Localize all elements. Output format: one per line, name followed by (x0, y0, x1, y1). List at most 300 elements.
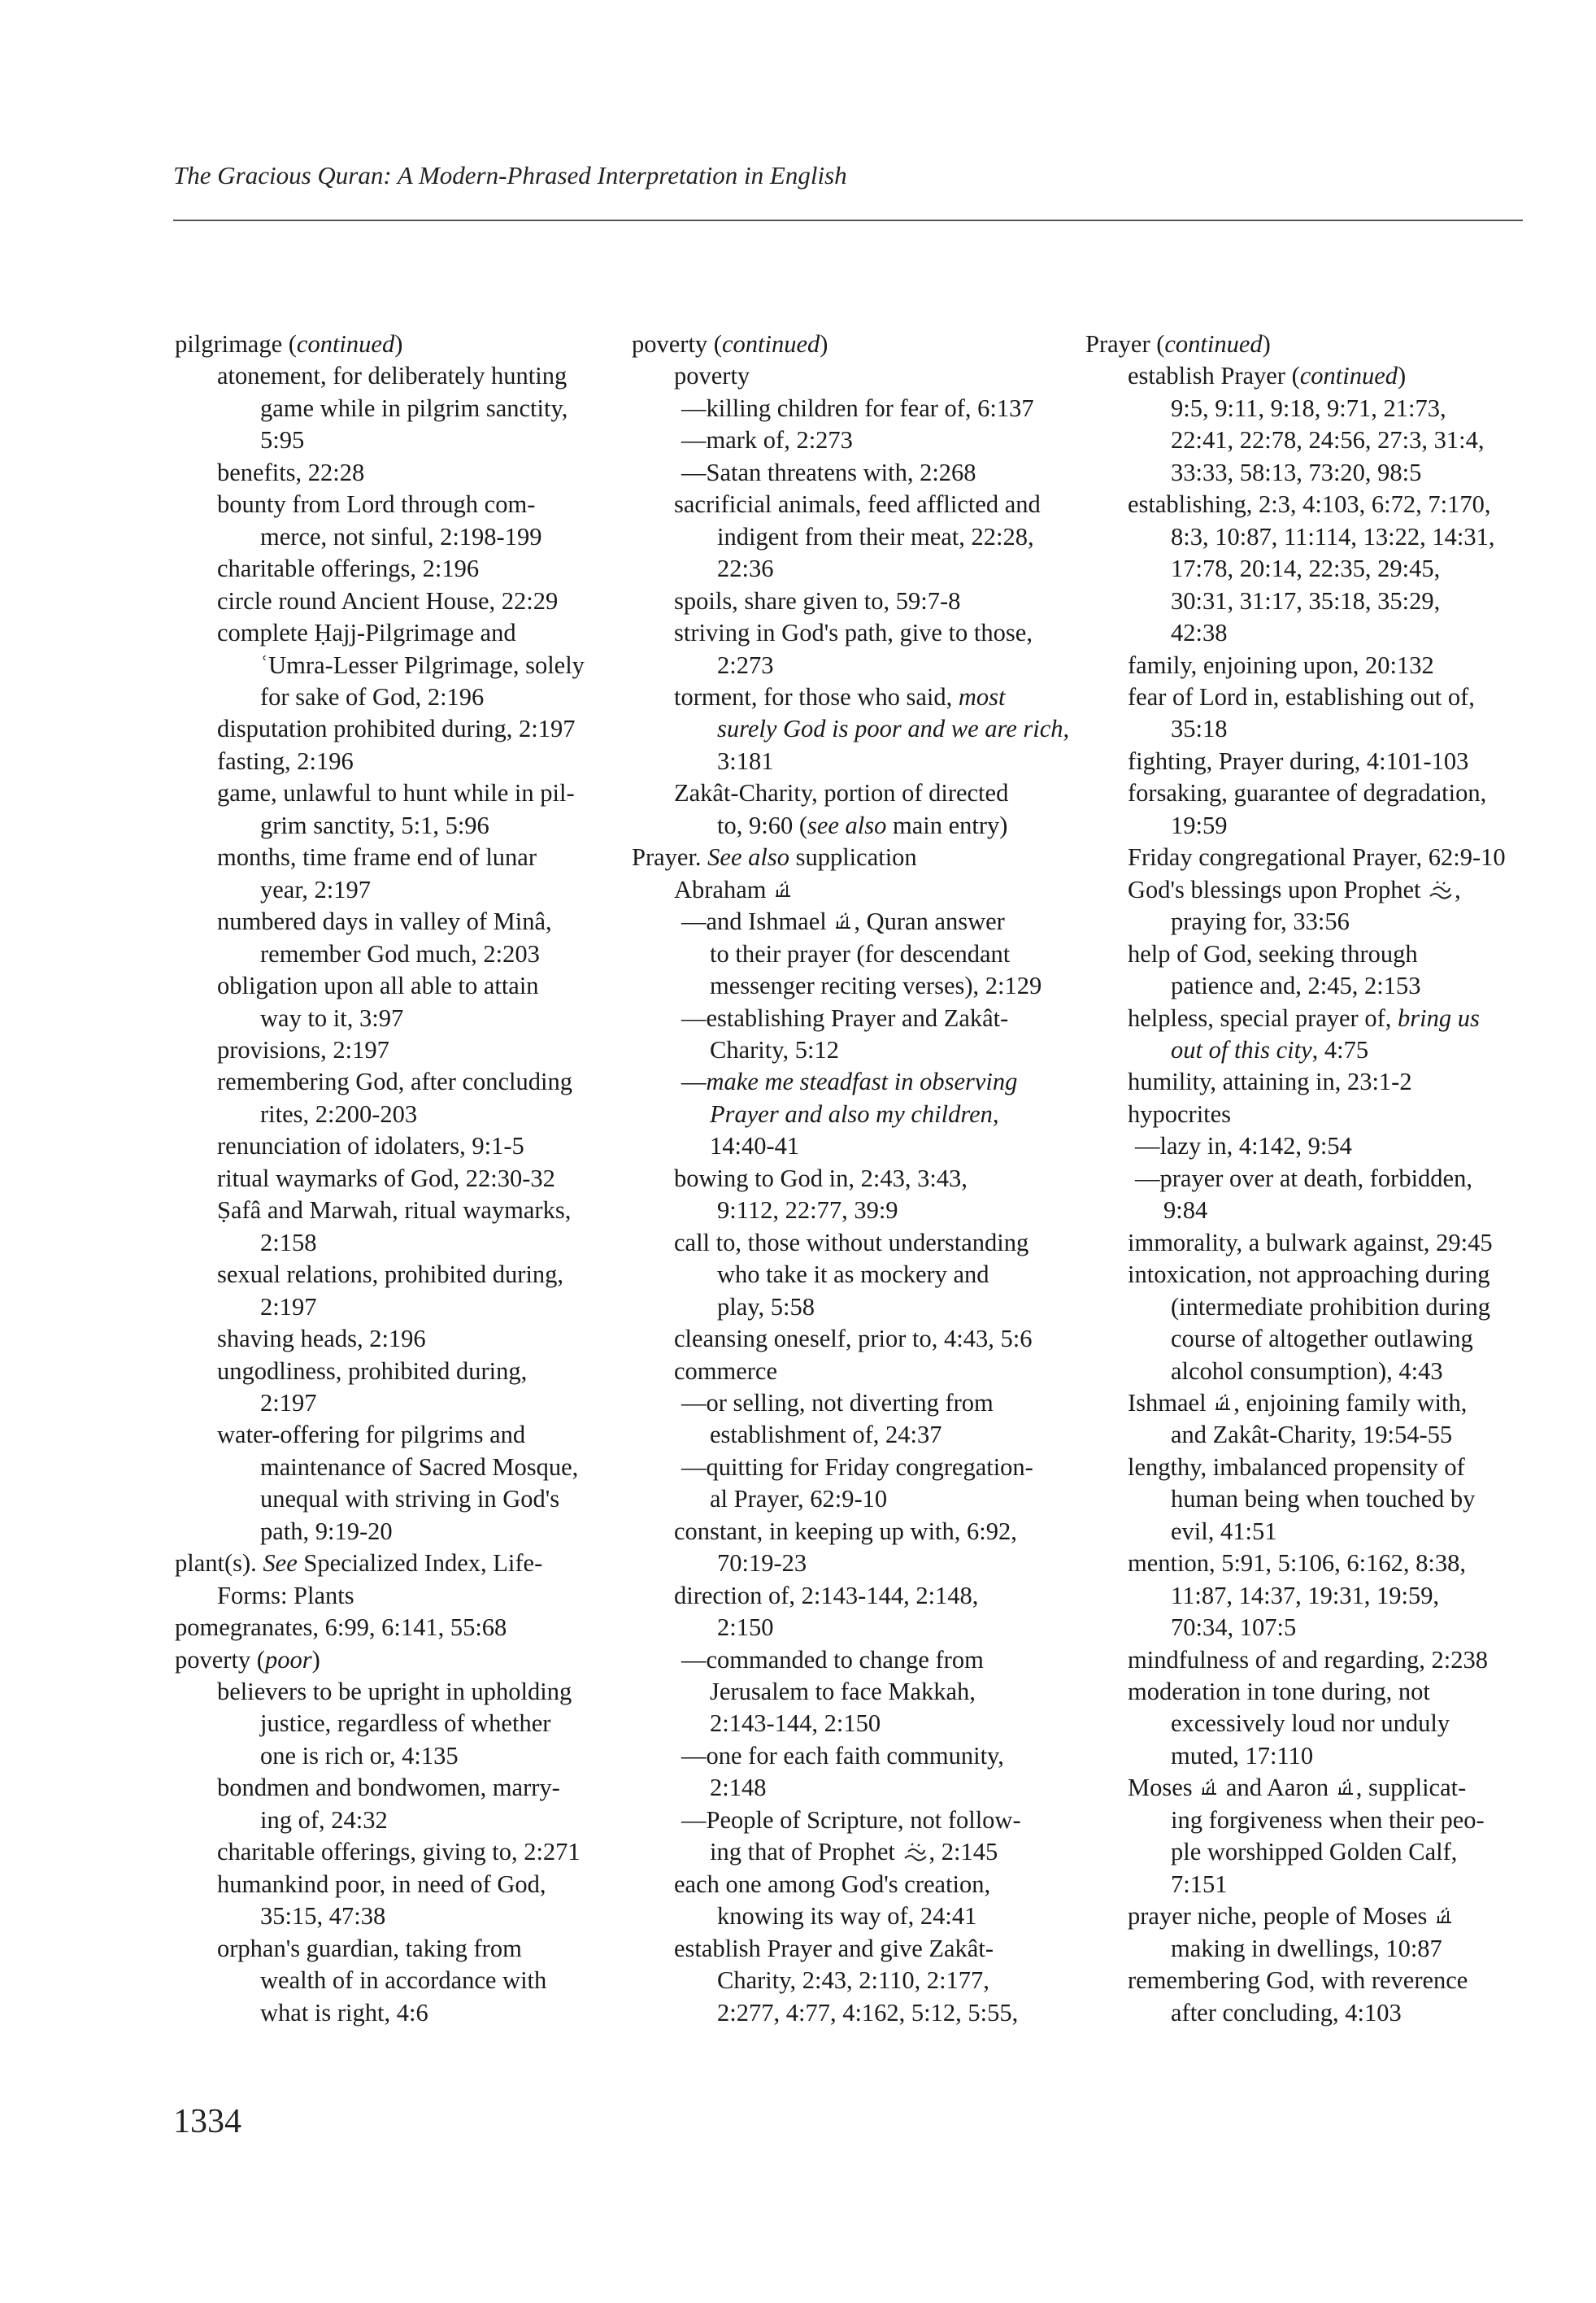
entry-text: what is right, 4:6 (260, 1998, 428, 2027)
entry-text: main entry) (886, 811, 1008, 839)
entry-text: hypocrites (1128, 1099, 1232, 1128)
index-entry-line (632, 1163, 1069, 1195)
index-entry-line (632, 777, 1069, 809)
index-entry-line (1085, 1291, 1506, 1323)
entry-text: provisions, 2:197 (217, 1035, 389, 1064)
entry-text: 9:5, 9:11, 9:18, 9:71, 21:73, (1171, 394, 1446, 422)
index-entry-line (1085, 1869, 1506, 1900)
entry-text: 22:36 (717, 555, 774, 583)
entry-text: indigent from their meat, 22:28, (717, 522, 1034, 551)
index-entry-line (1085, 360, 1506, 392)
entry-text: each one among God's creation, (674, 1870, 991, 1898)
index-entry-line (175, 489, 585, 520)
entry-text: constant, in keeping up with, 6:92, (674, 1517, 1017, 1545)
index-entry-line (175, 1387, 585, 1419)
entry-text: al Prayer, 62:9-10 (710, 1485, 888, 1513)
entry-text: 2:197 (260, 1292, 317, 1321)
index-entry-line (175, 681, 585, 713)
entry-italic-text: Prayer and also my children, (710, 1099, 999, 1128)
entry-text: —quitting for Friday congregation- (681, 1452, 1033, 1481)
index-entry-line (175, 1483, 585, 1515)
entry-text: to their prayer (for descendant (710, 939, 1011, 968)
entry-text: way to it, 3:97 (260, 1003, 404, 1032)
entry-text: 5:95 (260, 426, 305, 455)
index-entry-line (175, 586, 585, 617)
entry-text: poverty (674, 362, 750, 390)
index-entry-line (1085, 1099, 1506, 1130)
index-entry-line (632, 617, 1069, 649)
entry-text: —one for each faith community, (681, 1741, 1004, 1770)
entry-text: charitable offerings, giving to, 2:271 (217, 1838, 581, 1866)
entry-text: knowing its way of, 24:41 (717, 1902, 977, 1931)
entry-text: —People of Scripture, not follow- (681, 1805, 1021, 1834)
entry-text: Charity, 2:43, 2:110, 2:177, (717, 1966, 989, 1995)
entry-text: , Quran answer (854, 908, 1005, 936)
entry-text: course of altogether outlawing (1171, 1325, 1473, 1353)
entry-text: help of God, seeking through (1128, 939, 1418, 968)
entry-italic-text: make me steadfast in observing (706, 1068, 1018, 1096)
entry-text: benefits, 22:28 (217, 458, 365, 486)
index-column-3 (1085, 329, 1506, 2029)
index-entry-line (632, 1965, 1069, 1996)
entry-text: ing of, 24:32 (260, 1805, 388, 1834)
index-entry-line (175, 842, 585, 873)
entry-text: torment, for those who said, (674, 682, 959, 711)
entry-text: —mark of, 2:273 (681, 426, 853, 455)
index-entry-line (175, 746, 585, 777)
entry-text: justice, regardless of whether (260, 1709, 551, 1738)
index-heading (175, 1548, 585, 1579)
entry-text: pilgrimage ( (175, 330, 297, 358)
index-entry-line (632, 1805, 1069, 1836)
entry-text: ing that of Prophet (710, 1838, 895, 1866)
entry-text: human being when touched by (1171, 1485, 1476, 1513)
index-entry-line (632, 1740, 1069, 1772)
entry-text: merce, not sinful, 2:198-199 (260, 522, 542, 551)
entry-text: 2:143-144, 2:150 (710, 1709, 881, 1738)
index-column-1 (175, 329, 585, 2029)
index-entry-line (632, 1452, 1069, 1483)
index-entry-line (1085, 1548, 1506, 1579)
entry-text: striving in God's path, give to those, (674, 619, 1033, 647)
index-entry-line (1085, 1259, 1506, 1291)
entry-text: 30:31, 31:17, 35:18, 35:29, (1171, 586, 1441, 615)
index-entry-line (175, 1099, 585, 1130)
index-entry-line (175, 1034, 585, 1066)
entry-text: humility, attaining in, 23:1-2 (1128, 1068, 1412, 1096)
entry-text: pomegranates, 6:99, 6:141, 55:68 (175, 1613, 507, 1642)
peace-honorific-icon (1435, 1906, 1453, 1926)
index-entry-line (1085, 938, 1506, 970)
entry-text: 2:277, 4:77, 4:162, 5:12, 5:55, (717, 1998, 1019, 2027)
entry-text: 35:18 (1171, 715, 1228, 743)
index-entry-line (1085, 1003, 1506, 1034)
entry-text: game while in pilgrim sanctity, (260, 394, 568, 422)
entry-text: 8:3, 10:87, 11:114, 13:22, 14:31, (1171, 522, 1495, 551)
entry-text: messenger reciting verses), 2:129 (710, 972, 1042, 1000)
entry-text: supplication (789, 843, 917, 872)
entry-text: remembering God, with reverence (1128, 1966, 1468, 1995)
entry-text: —and Ishmael (681, 908, 827, 936)
index-entry-line (175, 1805, 585, 1836)
entry-text: 2:197 (260, 1388, 317, 1417)
index-entry-line (175, 1516, 585, 1548)
entry-text: circle round Ancient House, 22:29 (217, 586, 559, 615)
index-entry-line (632, 553, 1069, 585)
index-entry-line (632, 1708, 1069, 1739)
entry-text: one is rich or, 4:135 (260, 1741, 459, 1770)
entry-text: ʿUmra-Lesser Pilgrimage, solely (260, 651, 585, 679)
index-entry-line (632, 1387, 1069, 1419)
index-heading (175, 1612, 585, 1643)
index-entry-line (1085, 424, 1506, 456)
entry-italic-text: continued (1299, 362, 1398, 390)
entry-text: numbered days in valley of Minâ, (217, 908, 552, 936)
index-column-2 (632, 329, 1069, 2029)
index-entry-line (175, 777, 585, 809)
index-entry-line (1085, 1356, 1506, 1387)
index-heading (1085, 329, 1506, 360)
entry-italic-text: surely God is poor and we are rich, (717, 715, 1070, 743)
index-entry-line (632, 586, 1069, 617)
index-entry-line (175, 1066, 585, 1098)
entry-italic-text: See (263, 1549, 298, 1578)
entry-text: poverty ( (632, 330, 722, 358)
entry-text: fear of Lord in, establishing out of, (1128, 682, 1475, 711)
index-entry-line (1085, 1676, 1506, 1708)
entry-text: 14:40-41 (710, 1132, 800, 1160)
entry-text: —establishing Prayer and Zakât- (681, 1003, 1009, 1032)
index-entry-line (632, 1676, 1069, 1708)
index-entry-line (175, 1900, 585, 1932)
entry-text: 2:273 (717, 651, 774, 679)
index-entry-line (175, 1580, 585, 1612)
index-entry-line (632, 1291, 1069, 1323)
index-entry-line (1085, 842, 1506, 873)
entry-text: ) (394, 330, 403, 358)
index-entry-line (175, 393, 585, 424)
entry-text: 70:19-23 (717, 1549, 807, 1578)
entry-text: Prayer ( (1085, 330, 1165, 358)
entry-text: —commanded to change from (681, 1645, 984, 1674)
index-entry-line (1085, 810, 1506, 842)
index-entry-line (175, 1356, 585, 1387)
entry-text: atonement, for deliberately hunting (217, 362, 568, 390)
entry-text: alcohol consumption), 4:43 (1171, 1356, 1443, 1385)
index-heading (632, 329, 1069, 360)
entry-text: Friday congregational Prayer, 62:9-10 (1128, 843, 1506, 872)
index-entry-line (175, 874, 585, 906)
entry-text: remembering God, after concluding (217, 1068, 573, 1096)
entry-text: spoils, share given to, 59:7-8 (674, 586, 961, 615)
index-entry-line (1085, 1516, 1506, 1548)
entry-text: plant(s). (175, 1549, 263, 1578)
index-entry-line (1085, 746, 1506, 777)
entry-text: Moses (1128, 1774, 1193, 1802)
index-entry-line (632, 1483, 1069, 1515)
index-entry-line (632, 650, 1069, 681)
index-entry-line (175, 1933, 585, 1965)
entry-text: 9:84 (1163, 1196, 1208, 1225)
entry-text: forsaking, guarantee of degradation, (1128, 779, 1487, 808)
index-entry-line (1085, 1483, 1506, 1515)
entry-text: —or selling, not diverting from (681, 1388, 994, 1417)
entry-text: bowing to God in, 2:43, 3:43, (674, 1164, 968, 1192)
entry-text: praying for, 33:56 (1171, 908, 1350, 936)
entry-text: ) (820, 330, 828, 358)
index-entry-line (632, 1066, 1069, 1098)
entry-text: —lazy in, 4:142, 9:54 (1135, 1132, 1352, 1160)
index-entry-line (632, 393, 1069, 424)
index-entry-line (632, 810, 1069, 842)
index-entry-line (632, 906, 1069, 938)
entry-text: 17:78, 20:14, 22:35, 29:45, (1171, 555, 1441, 583)
entry-text: 2:158 (260, 1228, 317, 1256)
entry-text: , 2:145 (928, 1838, 998, 1866)
entry-text: fasting, 2:196 (217, 747, 354, 775)
entry-italic-text: bring us (1398, 1003, 1480, 1032)
index-entry-line (175, 1323, 585, 1355)
peace-honorific-icon (774, 880, 792, 899)
index-entry-line (632, 1836, 1069, 1868)
index-entry-line (1085, 713, 1506, 745)
index-entry-line (1085, 681, 1506, 713)
index-entry-line (632, 1933, 1069, 1965)
index-entry-line (175, 1259, 585, 1291)
index-entry-line (632, 1130, 1069, 1162)
entry-text: fighting, Prayer during, 4:101-103 (1128, 747, 1469, 775)
index-entry-line (175, 713, 585, 745)
index-entry-line (175, 1291, 585, 1323)
peace-honorific-icon (1200, 1778, 1218, 1797)
index-entry-line (175, 938, 585, 970)
entry-italic-text: out of this city (1171, 1035, 1312, 1064)
entry-text: Jerusalem to face Makkah, (710, 1678, 976, 1706)
entry-text: Abraham (674, 875, 767, 903)
index-entry-line (1085, 1387, 1506, 1419)
entry-text: ritual waymarks of God, 22:30-32 (217, 1164, 555, 1192)
index-entry-line (632, 1612, 1069, 1643)
entry-text: sacrificial animals, feed afflicted and (674, 490, 1041, 519)
entry-text: Forms: Plants (217, 1581, 354, 1609)
index-entry-line (1085, 970, 1506, 1002)
index-entry-line (175, 1708, 585, 1739)
entry-text: complete Ḥajj-Pilgrimage and (217, 619, 516, 647)
index-entry-line (175, 521, 585, 553)
entry-text: 2:150 (717, 1613, 774, 1642)
entry-text: , supplicat- (1355, 1774, 1467, 1802)
entry-text: sexual relations, prohibited during, (217, 1260, 564, 1289)
index-entry-line (1085, 1740, 1506, 1772)
index-entry-line (1085, 521, 1506, 553)
index-entry-line (632, 1580, 1069, 1612)
entry-italic-text: continued (1164, 330, 1263, 358)
entry-text: Charity, 5:12 (710, 1035, 839, 1064)
index-entry-line (1085, 1580, 1506, 1612)
entry-text: 70:34, 107:5 (1171, 1613, 1297, 1642)
index-entry-line (175, 970, 585, 1002)
entry-text: ple worshipped Golden Calf, (1171, 1838, 1458, 1866)
entry-text: obligation upon all able to attain (217, 972, 539, 1000)
index-entry-line (632, 1323, 1069, 1355)
entry-text: establishment of, 24:37 (710, 1421, 942, 1449)
entry-text: 7:151 (1171, 1870, 1228, 1898)
entry-text: mention, 5:91, 5:106, 6:162, 8:38, (1128, 1549, 1466, 1578)
entry-text: remember God much, 2:203 (260, 939, 540, 968)
index-entry-line (1085, 1452, 1506, 1483)
index-entry-line (632, 1099, 1069, 1130)
index-entry-line (632, 521, 1069, 553)
index-entry-line (632, 938, 1069, 970)
index-entry-line (1085, 1708, 1506, 1739)
index-entry-line (632, 970, 1069, 1002)
index-entry-line (175, 1676, 585, 1708)
index-entry-line (175, 1452, 585, 1483)
entry-text: immorality, a bulwark against, 29:45 (1128, 1228, 1493, 1256)
index-entry-line (175, 1836, 585, 1868)
entry-text: commerce (674, 1356, 778, 1385)
entry-text: renunciation of idolaters, 9:1-5 (217, 1132, 524, 1160)
index-entry-line (175, 553, 585, 585)
entry-text: ) (1262, 330, 1271, 358)
entry-text: path, 9:19-20 (260, 1517, 393, 1545)
entry-text: mindfulness of and regarding, 2:238 (1128, 1645, 1489, 1674)
entry-text: maintenance of Sacred Mosque, (260, 1452, 579, 1481)
index-entry-line (1085, 1644, 1506, 1676)
entry-text: moderation in tone during, not (1128, 1678, 1430, 1706)
index-entry-line (632, 1419, 1069, 1451)
peace-honorific-icon (1214, 1393, 1232, 1413)
entry-text: , enjoining family with, (1233, 1388, 1468, 1417)
entry-text: 19:59 (1171, 811, 1228, 839)
entry-text: 35:15, 47:38 (260, 1902, 386, 1931)
entry-text: play, 5:58 (717, 1292, 815, 1321)
index-entry-line (175, 1227, 585, 1259)
index-entry-line (632, 1227, 1069, 1259)
index-entry-line (175, 424, 585, 456)
index-entry-line (632, 1997, 1069, 2029)
entry-text: evil, 41:51 (1171, 1517, 1277, 1545)
entry-text: grim sanctity, 5:1, 5:96 (260, 811, 489, 839)
entry-text: God's blessings upon Prophet (1128, 875, 1421, 903)
index-heading (175, 329, 585, 360)
index-heading (632, 842, 1069, 873)
entry-text: wealth of in accordance with (260, 1966, 547, 1995)
entry-text: 9:112, 22:77, 39:9 (717, 1196, 898, 1225)
entry-text: Zakât-Charity, portion of directed (674, 779, 1009, 808)
entry-text: Prayer. (632, 843, 708, 872)
entry-text: lengthy, imbalanced propensity of (1128, 1452, 1465, 1481)
entry-text: Ṣafâ and Marwah, ritual waymarks, (217, 1196, 572, 1225)
index-entry-line (632, 1516, 1069, 1548)
index-entry-line (632, 681, 1069, 713)
entry-text: bondmen and bondwomen, marry- (217, 1774, 560, 1802)
entry-text: months, time frame end of lunar (217, 843, 537, 872)
entry-text: , 4:75 (1311, 1035, 1369, 1064)
index-entry-line (1085, 1195, 1506, 1226)
entry-text: —killing children for fear of, 6:137 (681, 394, 1034, 422)
index-entry-line (1085, 553, 1506, 585)
entry-text: orphan's guardian, taking from (217, 1934, 522, 1962)
index-entry-line (632, 360, 1069, 392)
entry-text: —prayer over at death, forbidden, (1135, 1164, 1472, 1192)
index-entry-line (1085, 1772, 1506, 1804)
index-entry-line (1085, 1836, 1506, 1868)
index-entry-line (632, 1003, 1069, 1034)
entry-text: —Satan threatens with, 2:268 (681, 458, 976, 486)
entry-text: ) (1398, 362, 1407, 390)
index-entry-line (1085, 489, 1506, 520)
index-entry-line (1085, 1933, 1506, 1965)
entry-text: intoxication, not approaching during (1128, 1260, 1490, 1289)
index-entry-line (175, 457, 585, 489)
entry-text: charitable offerings, 2:196 (217, 555, 480, 583)
entry-text: after concluding, 4:103 (1171, 1998, 1402, 2027)
entry-text: ungodliness, prohibited during, (217, 1356, 528, 1385)
index-entry-line (632, 424, 1069, 456)
entry-text: shaving heads, 2:196 (217, 1325, 426, 1353)
index-entry-line (632, 1644, 1069, 1676)
index-entry-line (1085, 1997, 1506, 2029)
index-entry-line (1085, 1805, 1506, 1836)
index-entry-line (1085, 1227, 1506, 1259)
entry-text: 11:87, 14:37, 19:31, 19:59, (1171, 1581, 1440, 1609)
index-entry-line (1085, 906, 1506, 938)
entry-text: patience and, 2:45, 2:153 (1171, 972, 1421, 1000)
prophet-honorific-icon (903, 1842, 928, 1861)
index-entry-line (632, 874, 1069, 906)
entry-text: and Zakât-Charity, 19:54-55 (1171, 1421, 1453, 1449)
index-entry-line (632, 1259, 1069, 1291)
peace-honorific-icon (834, 912, 852, 931)
entry-text: bounty from Lord through com- (217, 490, 536, 519)
index-entry-line (175, 360, 585, 392)
entry-text: Ishmael (1128, 1388, 1207, 1417)
entry-text: for sake of God, 2:196 (260, 682, 485, 711)
index-entry-line (175, 1997, 585, 2029)
index-entry-line (1085, 650, 1506, 681)
entry-text: year, 2:197 (260, 875, 371, 903)
index-entry-line (175, 810, 585, 842)
index-entry-line (632, 457, 1069, 489)
entry-text: excessively loud nor unduly (1171, 1709, 1450, 1738)
index-entry-line (632, 746, 1069, 777)
entry-text: establishing, 2:3, 4:103, 6:72, 7:170, (1128, 490, 1491, 519)
index-entry-line (632, 1195, 1069, 1226)
index-entry-line (1085, 1034, 1506, 1066)
entry-text: unequal with striving in God's (260, 1485, 560, 1513)
index-entry-line (1085, 1323, 1506, 1355)
entry-text: — (681, 1068, 707, 1096)
entry-italic-text: poor (264, 1645, 312, 1674)
index-entry-line (1085, 1419, 1506, 1451)
index-entry-line (1085, 1163, 1506, 1195)
index-entry-line (1085, 874, 1506, 906)
entry-text: call to, those without understanding (674, 1228, 1029, 1256)
entry-text: 42:38 (1171, 619, 1228, 647)
entry-text: , (1455, 875, 1461, 903)
index-entry-line (175, 906, 585, 938)
entry-text: 22:41, 22:78, 24:56, 27:3, 31:4, (1171, 426, 1485, 455)
index-entry-line (1085, 617, 1506, 649)
entry-text: Specialized Index, Life- (297, 1549, 543, 1578)
index-entry-line (632, 1772, 1069, 1804)
peace-honorific-icon (1337, 1778, 1355, 1797)
entry-text: (intermediate prohibition during (1171, 1292, 1491, 1321)
entry-text: and Aaron (1220, 1774, 1329, 1802)
running-title: The Gracious Quran: A Modern-Phrased Interpretation in English (173, 161, 847, 189)
entry-text: 3:181 (717, 747, 774, 775)
